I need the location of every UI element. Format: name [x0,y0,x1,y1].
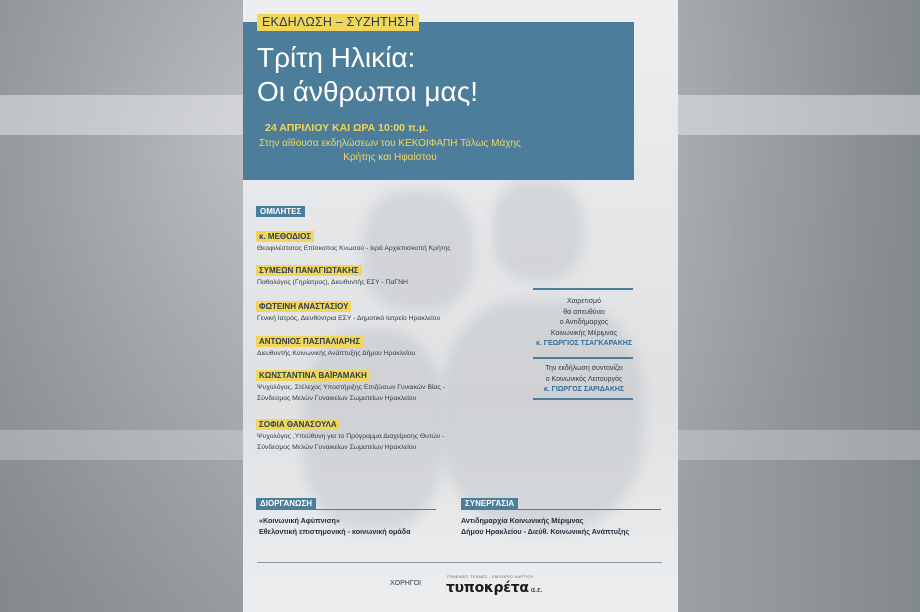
cooperation-heading: ΣΥΝΕΡΓΑΣΙΑ [461,498,518,509]
sponsors-label: ΧΟΡΗΓΟΙ [390,580,422,587]
greeting-name: κ. ΓΕΩΡΓΙΟΣ ΤΣΑΓΚΑΡΑΚΗΣ [535,340,633,347]
divider [461,509,661,510]
event-datetime: 24 ΑΠΡΙΛΙΟΥ ΚΑΙ ΩΡΑ 10:00 π.μ. [265,122,429,134]
sponsor-logo-tagline: ΓΡΑΦΙΚΕΣ ΤΕΧΝΕΣ - ΕΜΠΟΡΙΟ ΧΑΡΤΙΟΥ [447,574,534,579]
speaker-desc: Σύνδεσμος Μελών Γυναικείων Σωματείων Ηρακλείου [257,395,417,402]
event-type-tag: ΕΚΔΗΛΩΣΗ – ΣΥΖΗΤΗΣΗ [257,14,419,31]
speaker-name: ΑΝΤΩΝΙΟΣ ΠΑΣΠΑΛΙΑΡΗΣ [256,336,363,347]
speaker-desc: Διευθυντής Κοινωνικής Ανάπτυξης Δήμου Ηρακλείου [257,350,416,357]
organization-line-1: «Κοινωνική Αφύπνιση» [259,516,340,525]
speaker-name: ΣΥΜΕΩΝ ΠΑΝΑΓΙΩΤΑΚΗΣ [256,265,362,276]
cooperation-line-1: Αντιδημαρχία Κοινωνικής Μέριμνας [461,516,584,525]
title-line-2: Οι άνθρωποι μας! [257,76,479,107]
footer-divider [257,562,662,563]
speaker-name: κ. ΜΕΘΟΔΙΟΣ [256,231,314,242]
divider [256,509,436,510]
divider [533,398,633,400]
speaker-desc: Ψυχολόγος ,Υπεύθυνη για το Πρόγραμμα Διαχείρισης Θυτών - [257,433,445,440]
speakers-heading: ΟΜΙΛΗΤΕΣ [256,206,305,217]
event-poster [243,0,678,612]
speaker-desc: Παθολόγος (Γηρίατρος), Διευθυντής ΕΣΥ - ΠαΓΝΗ [257,279,408,286]
sponsor-logo: τυποκρέτα α.ε. [446,580,543,596]
event-venue: Στην αίθουσα εκδηλώσεων του ΚΕΚΟΙΦΑΠΗ Τάλως Μάχης Κρήτης και Ηφαίστου [259,138,521,163]
cooperation-line-2: Δήμου Ηρακλείου - Διεύθ. Κοινωνικής Ανάπτυξης [461,527,630,536]
organization-line-2: Εθελοντική επιστημονική - κοινωνική ομάδα [259,527,411,536]
speaker-name: ΦΩΤΕΙΝΗ ΑΝΑΣΤΑΣΙΟΥ [256,301,351,312]
coordinator-block: Την εκδήλωση συντονίζει ο Κοινωνικός Λειτουργός κ. ΓΙΩΡΓΟΣ ΣΑΡΙΔΑΚΗΣ [529,364,639,396]
title-line-1: Τρίτη Ηλικία: [257,42,416,73]
speaker-name: ΣΟΦΙΑ ΘΑΝΑΣΟΥΛΑ [256,419,340,430]
speaker-name: ΚΩΝΣΤΑΝΤΙΝΑ ΒΑΪΡΑΜΑΚΗ [256,370,370,381]
divider [533,357,633,359]
speaker-desc: Θεοφιλέστατος Επίσκοπος Κνωσού - Ιερά Αρχιεπισκοπή Κρήτης [257,245,451,252]
coordinator-name: κ. ΓΙΩΡΓΟΣ ΣΑΡΙΔΑΚΗΣ [543,386,625,393]
greeting-block: Χαιρετισμό θα απευθύνει ο Αντιδήμαρχος Κοινωνικής Μέριμνας κ. ΓΕΩΡΓΙΟΣ ΤΣΑΓΚΑΡΑΚΗΣ [529,297,639,350]
organization-heading: ΔΙΟΡΓΑΝΩΣΗ [256,498,316,509]
speaker-desc: Ψυχολόγος, Στέλεχος Υποστήριξης Επιζώσων Γυναικών Βίας - [257,384,445,391]
title-banner [243,22,634,180]
speaker-desc: Γενική Ιατρός, Διευθύντρια ΕΣΥ - Δημοτικό Ιατρείο Ηρακλείου [257,315,441,322]
divider [533,288,633,290]
speaker-desc: Σύνδεσμος Μελών Γυναικείων Σωματείων Ηρακλείου [257,444,417,451]
